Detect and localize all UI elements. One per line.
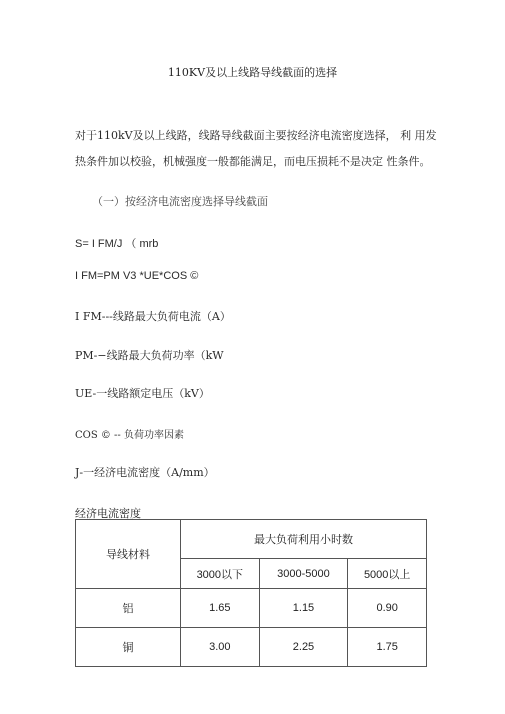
header-hours-group: 最大负荷利用小时数 xyxy=(181,520,427,559)
definition-ue: UE-一线路额定电压（kV） xyxy=(75,387,210,400)
value-cell: 1.65 xyxy=(181,589,260,628)
subheader-cell: 3000以下 xyxy=(181,559,260,589)
intro-line-1: 对于110kV及以上线路，线路导线截面主要按经济电流密度选择， 利 用发 xyxy=(75,129,437,142)
table-header-row xyxy=(76,520,427,559)
material-cell: 铜 xyxy=(76,628,181,667)
intro-line-2: 热条件加以校验，机械强度一般都能满足，而电压损耗不是决定 性条件。 xyxy=(75,155,431,168)
value-cell: 2.25 xyxy=(259,628,348,667)
economic-current-density-table xyxy=(75,519,427,667)
value-cell: 1.15 xyxy=(259,589,348,628)
document-title: 110KV及以上线路导线截面的选择 xyxy=(167,66,338,79)
table-caption: 经济电流密度 xyxy=(75,507,141,520)
definition-cos: COS © -- 负荷功率因素 xyxy=(75,430,184,441)
header-material: 导线材料 xyxy=(76,520,181,589)
table-row xyxy=(76,589,427,628)
value-cell: 1.75 xyxy=(348,628,427,667)
value-cell: 0.90 xyxy=(348,589,427,628)
section-heading: （一）按经济电流密度选择导线截面 xyxy=(92,195,268,208)
definition-ifm: I FM---线路最大负荷电流（A） xyxy=(75,310,231,323)
subheader-cell: 3000-5000 xyxy=(259,559,348,589)
definition-j: J-一经济电流密度（A/mm） xyxy=(75,466,215,479)
formula-section-area: S= I FM/J （ mrb xyxy=(75,238,159,250)
material-cell: 铝 xyxy=(76,589,181,628)
subheader-cell: 5000以上 xyxy=(348,559,427,589)
formula-max-current: I FM=PM V3 *UE*COS © xyxy=(75,270,199,282)
value-cell: 3.00 xyxy=(181,628,260,667)
table-row xyxy=(76,628,427,667)
definition-pm: PM-−线路最大负荷功率（kW xyxy=(75,349,224,362)
